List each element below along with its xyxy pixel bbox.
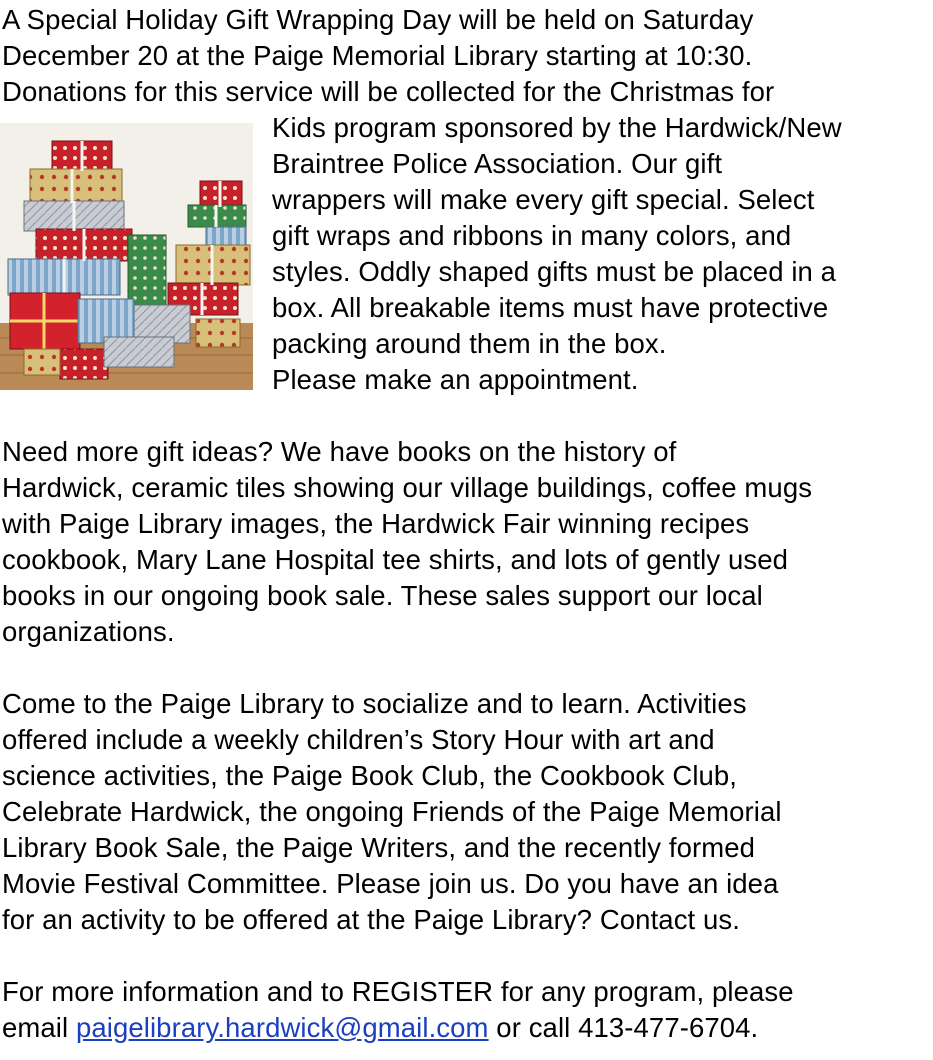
gift-ideas-paragraph — [2, 434, 931, 650]
contact-line-email — [2, 1010, 931, 1046]
intro-line: A Special Holiday Gift Wrapping Day will be held on Saturday — [2, 4, 754, 35]
intro-line: Braintree Police Association. Our gift — [272, 148, 723, 179]
email-link[interactable]: paigelibrary.hardwick@gmail.com — [75, 1012, 489, 1043]
gift-box — [104, 337, 174, 367]
gift-box — [30, 169, 122, 203]
activities-line: Come to the Paige Library to socialize and to learn. Activities — [2, 688, 747, 719]
activities-line: science activities, the Paige Book Club, the Cookbook Club, — [2, 760, 738, 791]
activities-line: for an activity to be offered at the Paige Library? Contact us. — [2, 904, 741, 935]
gift-ideas-line: with Paige Library images, the Hardwick Fair winning recipes — [2, 508, 750, 539]
gift-ideas-line: Need more gift ideas? We have books on the history of — [2, 436, 677, 467]
gift-ideas-line: Hardwick, ceramic tiles showing our village buildings, coffee mugs — [2, 472, 813, 503]
intro-line: styles. Oddly shaped gifts must be placed in a — [272, 256, 837, 287]
activities-line: Library Book Sale, the Paige Writers, and the recently formed — [2, 832, 756, 863]
activities-line: offered include a weekly children’s Story Hour with art and — [2, 724, 715, 755]
wrapped-gifts-photo — [0, 123, 253, 390]
intro-line: packing around them in the box. — [272, 328, 667, 359]
gift-box — [206, 227, 246, 245]
intro-line: December 20 at the Paige Memorial Library starting at 10:30. — [2, 40, 753, 71]
contact-line: For more information and to REGISTER for any program, please — [2, 976, 794, 1007]
paragraph-gap — [2, 398, 931, 434]
email-prefix: email — [2, 1012, 76, 1043]
activities-paragraph — [2, 686, 931, 938]
gift-box — [60, 349, 108, 379]
gift-ideas-line: organizations. — [2, 616, 175, 647]
intro-line: Please make an appointment. — [272, 364, 639, 395]
intro-line: wrappers will make every gift special. Select — [272, 184, 815, 215]
gift-box — [24, 349, 60, 375]
gifts-illustration — [0, 123, 253, 390]
intro-line: gift wraps and ribbons in many colors, and — [272, 220, 792, 251]
activities-line: Celebrate Hardwick, the ongoing Friends of the Paige Memorial — [2, 796, 782, 827]
phone-text: or call 413-477-6704. — [488, 1012, 759, 1043]
gift-box — [196, 319, 240, 347]
paragraph-gap — [2, 938, 931, 974]
contact-paragraph — [2, 974, 931, 1046]
gift-ideas-line: cookbook, Mary Lane Hospital tee shirts, and lots of gently used — [2, 544, 789, 575]
gift-box — [78, 299, 134, 343]
intro-line: Kids program sponsored by the Hardwick/New — [272, 112, 842, 143]
intro-line: box. All breakable items must have protective — [272, 292, 829, 323]
intro-line: Donations for this service will be collected for the Christmas for — [2, 76, 775, 107]
gift-ideas-line: books in our ongoing book sale. These sales support our local — [2, 580, 763, 611]
activities-line: Movie Festival Committee. Please join us. Do you have an idea — [2, 868, 779, 899]
paragraph-gap — [2, 650, 931, 686]
